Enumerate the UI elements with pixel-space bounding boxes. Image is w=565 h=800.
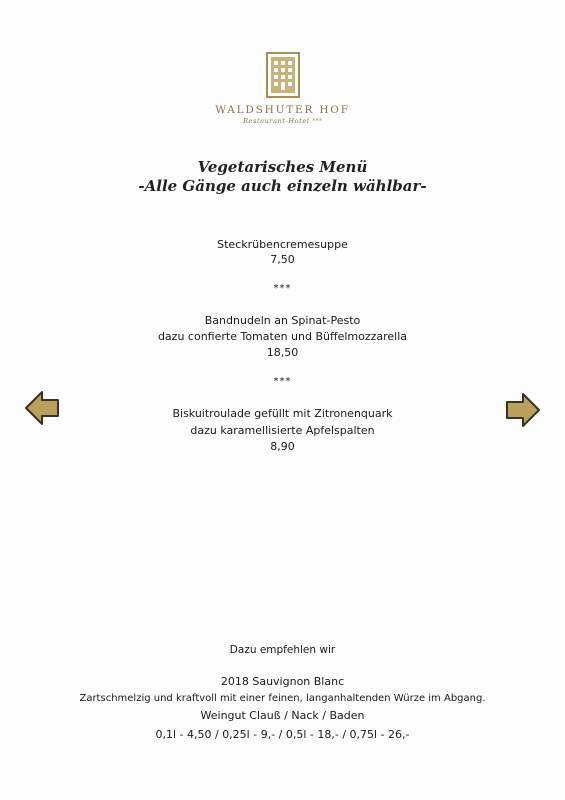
menu-title: Vegetarisches Menü bbox=[197, 158, 368, 176]
course-2-name: Bandnudeln an Spinat-Pesto bbox=[204, 314, 361, 327]
hotel-building-logo bbox=[266, 52, 300, 98]
course-3-price: 8,90 bbox=[270, 440, 295, 453]
hotel-brand-subtitle bbox=[0, 117, 565, 125]
course-3-detail: dazu karamellisierte Apfelspalten bbox=[190, 424, 375, 437]
course-1-name: Steckrübencremesuppe bbox=[217, 238, 348, 251]
wine-description: Zartschmelzig und kraftvoll mit einer feinen, langanhaltenden Würze im Abgang. bbox=[79, 693, 486, 704]
course-separator: *** bbox=[273, 376, 292, 387]
course-2-detail: dazu confierte Tomaten und Büffelmozzarella bbox=[157, 330, 408, 343]
arrow-left-icon[interactable] bbox=[24, 390, 60, 426]
wine-producer: Weingut Clauß / Nack / Baden bbox=[200, 709, 365, 722]
menu-subtitle: -Alle Gänge auch einzeln wählbar- bbox=[138, 177, 427, 195]
hotel-stars: *** bbox=[312, 117, 322, 125]
course-3-name: Biskuitroulade gefüllt mit Zitronenquark bbox=[172, 407, 393, 420]
course-1-price: 7,50 bbox=[270, 253, 295, 266]
hotel-logo bbox=[0, 52, 565, 125]
hotel-brand-subtitle-text: Restaurant-Hotel bbox=[243, 117, 310, 125]
course-separator: *** bbox=[273, 283, 292, 294]
hotel-brand-name: WALDSHUTER HOF bbox=[215, 104, 350, 116]
wine-intro: Dazu empfehlen wir bbox=[229, 644, 336, 656]
arrow-right-icon[interactable] bbox=[505, 392, 541, 428]
wine-name: 2018 Sauvignon Blanc bbox=[220, 675, 345, 688]
course-2-price: 18,50 bbox=[266, 346, 299, 359]
wine-prices: 0,1l - 4,50 / 0,25l - 9,- / 0,5l - 18,- / 0,75l - 26,- bbox=[155, 728, 410, 741]
